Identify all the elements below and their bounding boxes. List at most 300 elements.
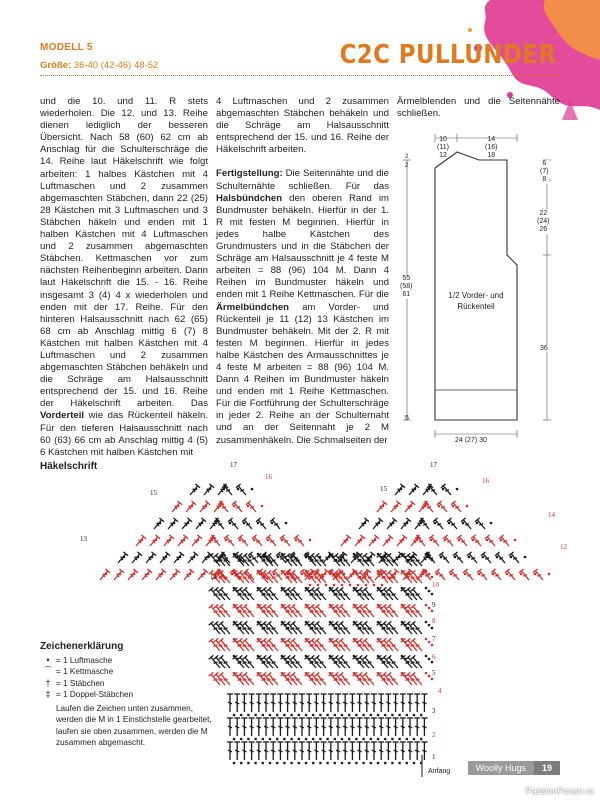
chain-dot — [406, 714, 409, 717]
chain-dot — [221, 556, 224, 559]
chain-dot — [391, 738, 394, 741]
chain-dot — [283, 714, 286, 717]
chain-dot — [422, 573, 425, 576]
chain-dot — [431, 678, 434, 681]
chain-dot — [398, 762, 401, 765]
stitch-symbol — [441, 484, 453, 497]
stitch-symbol — [270, 694, 276, 712]
stitch-symbol — [227, 694, 233, 712]
chain-dot — [416, 539, 419, 542]
row-label: 4 — [438, 687, 442, 695]
stitch-symbol — [166, 518, 178, 531]
stitch-symbol — [263, 694, 269, 712]
chain-dot — [298, 714, 301, 717]
chain-dot — [382, 505, 385, 508]
row-label: 2 — [432, 731, 436, 739]
chain-dot — [315, 573, 318, 576]
chain-dot — [348, 738, 351, 741]
chain-dot — [377, 762, 380, 765]
stitch-symbol — [299, 718, 305, 736]
chain-dot — [262, 738, 265, 741]
chain-dot — [328, 556, 331, 559]
row-label: 13 — [80, 535, 87, 543]
chain-dot — [259, 573, 262, 576]
stitch-symbol — [449, 569, 461, 582]
stitch-symbol — [385, 718, 391, 736]
stitch-symbol — [256, 718, 262, 736]
stitch-symbol — [241, 718, 247, 736]
dim-length: 55 (58) 61 — [400, 275, 413, 298]
chain-dot — [233, 505, 236, 508]
chain-dot — [183, 539, 186, 542]
chain-dot — [412, 556, 415, 559]
stitch-symbol — [421, 484, 433, 497]
chain-dot — [392, 522, 395, 525]
chain-dot — [254, 762, 257, 765]
stitch-symbol — [481, 552, 493, 565]
chain-dot — [464, 573, 467, 576]
chain-dot — [205, 505, 208, 508]
chain-dot — [341, 584, 344, 587]
halsbuendchen-term: Halsbündchen — [216, 192, 283, 204]
page-footer — [468, 760, 560, 776]
stitch-symbol — [399, 518, 411, 531]
stitch-symbol — [270, 718, 276, 736]
stitch-symbol — [437, 501, 449, 514]
stitch-symbol — [198, 501, 210, 514]
stitch-symbol — [414, 718, 420, 736]
chain-dot — [245, 573, 248, 576]
legend-label: = 1 Doppel-Stäbchen — [56, 690, 134, 699]
c1-body: und die 10. und 11. R stets wiederholen. Die 12. und 13. Reihe dienen lediglich der besseren Übersicht. Nach 58 (60) 62 cm ab Anschlag für die Schulterschräge die 14. Reihe laut Häkelschrift wie folgt arbeiten: 1 halbes Kästchen mit 4 Luftmaschen und 2 zusammen abgemaschten Stäbchen, dann 22 (25) 28 Kästchen mit 3 Luftmaschen und 3 Stäbchen häkeln und enden mit 1 halben Kästchen mit 4 Luftmaschen und 2 zusammen abgemaschten Stäbchen. Kettmaschen vor zum nächsten Reihenbeginn arbeiten. Dann laut Häkelschrift die 15. - 16. Reihe insgesamt 3 (4) 4 x wiederholen und enden mit der 17. Reihe. Für den hinteren Halsausschnitt nach 62 (65) 68 cm ab Anschlag mittig 6 (7) 8 Kästchen mit halben Kästchen mit 4 Luftmaschen und 2 zusammen abgemaschten Stäbchen behäkeln und die Schräge am Halsausschnitt entsprechend der 15. und 16. Reihe der Häkelschrift arbeiten. Das — [40, 96, 208, 410]
chain-dot — [444, 539, 447, 542]
chain-dot — [520, 573, 523, 576]
stitch-symbol — [227, 742, 233, 760]
chain-dot — [438, 505, 441, 508]
stitch-symbol — [277, 718, 283, 736]
chain-dot — [137, 556, 140, 559]
stitch-symbol — [371, 694, 377, 712]
chain-dot — [290, 738, 293, 741]
chain-dot — [229, 522, 232, 525]
stitch-symbol — [393, 694, 399, 712]
stitch-symbol — [321, 694, 327, 712]
c2-text-2: den oberen Rand im Bundmuster behäkeln. Hierfür in der 1. R mit festen M beginnen. Hierfür in jedes halbe Kästchen des Grundmusters und in die Stäbchen der Schräge am Halsausschnitt je 4 feste M arbeiten = 88 (96) 104 M. Dann 4 Reihen im Bundmuster häkeln und enden mit 1 Reihe Kettmaschen. Für die — [216, 192, 390, 301]
chain-dot — [490, 522, 493, 525]
chain-dot — [391, 714, 394, 717]
stitch-symbol — [290, 552, 302, 565]
chain-dot — [408, 573, 411, 576]
chain-dot — [420, 522, 423, 525]
chain-dot — [440, 556, 443, 559]
chain-dot — [249, 556, 252, 559]
chart-section-title: Häkelschrift — [40, 461, 98, 472]
stitch-symbol — [403, 501, 415, 514]
stitch-symbol — [477, 569, 489, 582]
stitch-symbol — [212, 501, 224, 514]
legend-label: = 1 Luftmasche — [56, 655, 113, 665]
chain-dot — [209, 488, 212, 491]
stitch-symbol — [134, 535, 146, 548]
stitch-symbol — [144, 552, 156, 565]
chain-dot — [233, 762, 236, 765]
start-label: Anfang — [428, 768, 451, 775]
stitch-symbol — [415, 569, 427, 582]
chain-dot — [295, 539, 298, 542]
chain-dot — [312, 714, 315, 717]
chain-dot — [247, 762, 250, 765]
chain-dot — [277, 556, 280, 559]
chain-dot — [326, 762, 329, 765]
chain-dot — [428, 624, 431, 627]
chain-dot — [378, 522, 381, 525]
chain-dot — [309, 539, 312, 542]
stitch-symbol — [236, 484, 248, 497]
stitch-symbol — [176, 535, 188, 548]
stitch-symbol — [342, 694, 348, 712]
chain-dot — [534, 573, 537, 576]
stitch-symbol — [234, 718, 240, 736]
stitch-symbol — [385, 518, 397, 531]
stitch-symbol — [242, 518, 254, 531]
chain-dot — [514, 539, 517, 542]
stitch-symbol — [395, 535, 407, 548]
chain-dot — [355, 738, 358, 741]
stitch-symbol — [234, 742, 240, 760]
chain-dot — [478, 573, 481, 576]
stitch-symbol — [321, 552, 333, 565]
stitch-symbol — [256, 518, 268, 531]
chain-dot — [276, 714, 279, 717]
stitch-symbol — [367, 535, 379, 548]
row-label: 15 — [150, 489, 157, 497]
chain-dot — [398, 738, 401, 741]
row-label: 10 — [432, 581, 439, 589]
stitch-symbol — [321, 718, 327, 736]
stitch-symbol — [393, 484, 405, 497]
stitch-symbol — [263, 742, 269, 760]
chain-dot — [240, 738, 243, 741]
chain-dot — [410, 505, 413, 508]
stitch-symbol — [210, 535, 222, 548]
stitch-symbol — [194, 518, 206, 531]
chain-dot — [215, 522, 218, 525]
chain-dot — [428, 658, 431, 661]
stitch-symbol — [222, 484, 234, 497]
chain-dot — [305, 556, 308, 559]
row-label: 7 — [432, 635, 436, 643]
chain-dot — [428, 488, 431, 491]
schematic-outline — [435, 152, 517, 420]
stitch-symbol — [505, 569, 517, 582]
chain-dot — [225, 539, 228, 542]
chain-dot — [301, 573, 304, 576]
chain-dot — [381, 584, 384, 587]
stitch-symbol — [252, 535, 264, 548]
stitch-symbol — [414, 742, 420, 760]
stitch-symbol — [467, 552, 479, 565]
chain-dot — [406, 762, 409, 765]
chain-dot — [189, 573, 192, 576]
legend-label: = 1 Stäbchen — [56, 678, 105, 688]
chain-dot — [333, 584, 336, 587]
size-line — [40, 60, 158, 71]
chain-dot — [349, 584, 352, 587]
stitch-symbol — [184, 501, 196, 514]
stitch-symbol — [168, 569, 180, 582]
stitch-symbol — [345, 569, 357, 582]
stitch-symbol — [249, 742, 255, 760]
stitch-symbol — [306, 718, 312, 736]
stitch-symbol — [321, 742, 327, 760]
stitch-symbol — [357, 694, 363, 712]
chain-dot — [428, 641, 431, 644]
stitch-symbol — [306, 742, 312, 760]
model-number: MODELL 5 — [40, 42, 93, 53]
chain-dot — [355, 714, 358, 717]
row-label: 3 — [432, 707, 436, 715]
row-label: 1 — [432, 753, 436, 761]
stitch-symbol — [335, 694, 341, 712]
chain-dot — [276, 738, 279, 741]
chain-dot — [309, 584, 312, 587]
stitch-symbol — [423, 501, 435, 514]
row-label: 17 — [230, 461, 237, 469]
chain-dot — [425, 638, 428, 641]
row-label: 14 — [548, 511, 555, 519]
stitch-symbol — [214, 518, 226, 531]
chain-dot — [352, 573, 355, 576]
chain-dot — [324, 573, 327, 576]
stitch-symbol — [342, 718, 348, 736]
stitch-symbol — [349, 742, 355, 760]
stitch-symbol — [417, 501, 429, 514]
row-label: 9 — [432, 601, 436, 609]
stitch-symbol — [400, 694, 406, 712]
stitch-symbol — [285, 694, 291, 712]
chain-dot — [370, 714, 373, 717]
fertigstellung-heading: Fertigstellung: — [216, 168, 283, 180]
chain-dot — [396, 505, 399, 508]
stitch-symbol — [280, 535, 292, 548]
row-label: 5 — [432, 669, 436, 677]
stitch-symbol — [381, 535, 393, 548]
chain-dot — [402, 539, 405, 542]
stitch-symbol — [314, 569, 326, 582]
chain-dot — [434, 522, 437, 525]
stitch-symbol — [413, 518, 425, 531]
text-column-2 — [216, 96, 389, 447]
stitch-symbol — [186, 552, 198, 565]
chain-dot — [436, 573, 439, 576]
legend-note: Laufen die Zeichen unten zusammen, werden die M in 1 Einstichstelle gearbeitet, laufen sie oben zusammen, werden die M zusammen abgemascht. — [56, 703, 212, 747]
stitch-symbol — [180, 518, 192, 531]
stitch-symbol — [241, 742, 247, 760]
chain-dot — [362, 738, 365, 741]
stitch-symbol — [112, 569, 124, 582]
stitch-symbol — [385, 742, 391, 760]
chain-dot — [211, 539, 214, 542]
legend — [40, 641, 215, 749]
chain-dot — [271, 522, 274, 525]
chain-dot — [261, 505, 264, 508]
stitch-symbol — [328, 742, 334, 760]
chain-dot — [343, 573, 346, 576]
chain-dot — [366, 573, 369, 576]
chain-dot — [319, 714, 322, 717]
chain-dot — [394, 573, 397, 576]
stitch-symbol — [425, 552, 437, 565]
legend-item — [40, 689, 215, 701]
chain-dot — [267, 539, 270, 542]
chain-dot — [283, 762, 286, 765]
row-label: 11 — [210, 573, 217, 581]
chain-dot — [468, 556, 471, 559]
chain-dot — [548, 573, 551, 576]
legend-item — [40, 678, 215, 690]
chain-dot — [281, 539, 284, 542]
chain-dot — [388, 539, 391, 542]
chain-dot — [159, 522, 162, 525]
stitch-symbol — [208, 518, 220, 531]
chain-dot — [348, 714, 351, 717]
chain-dot — [362, 762, 365, 765]
chain-dot — [384, 762, 387, 765]
chain-dot — [187, 522, 190, 525]
stitch-symbol — [277, 742, 283, 760]
stitch-symbol — [238, 535, 250, 548]
chain-dot — [425, 672, 428, 675]
text-column-1 — [40, 96, 208, 459]
chain-dot — [413, 762, 416, 765]
chain-dot — [317, 584, 320, 587]
chain-dot — [510, 556, 513, 559]
stitch-symbol — [292, 694, 298, 712]
chain-dot — [380, 573, 383, 576]
c2-intro: 4 Luftmaschen und 2 zusammen abgemaschten Stäbchen behäkeln und die Schräge am Halsausschnitt entsprechend der 15. und 16. Reihe der Häkelschrift arbeiten. — [216, 96, 389, 156]
stitch-symbol — [447, 518, 459, 531]
c1-body-end: wie das Rückenteil häkeln. Für den tieferen Halsausschnitt nach 60 (63) 66 cm ab Anschlag mittig 4 (5) 6 Kästchen mit halben Kästchen mit — [40, 410, 209, 458]
chain-stitch-icon: • — [46, 654, 50, 665]
stitch-symbol — [471, 535, 483, 548]
stitch-symbol — [292, 718, 298, 736]
chain-dot — [458, 539, 461, 542]
row-label: 12 — [560, 543, 567, 551]
chain-dot — [413, 738, 416, 741]
stitch-symbol — [371, 518, 383, 531]
chain-dot — [223, 488, 226, 491]
chain-dot — [290, 762, 293, 765]
stitch-symbol — [277, 694, 283, 712]
chain-dot — [420, 714, 423, 717]
chain-dot — [262, 714, 265, 717]
chain-dot — [428, 675, 431, 678]
chain-dot — [173, 522, 176, 525]
chain-dot — [319, 738, 322, 741]
stitch-symbol — [357, 742, 363, 760]
stitch-symbol — [285, 718, 291, 736]
stitch-symbol — [218, 501, 230, 514]
stitch-symbol — [509, 552, 521, 565]
stitch-symbol — [389, 501, 401, 514]
chain-dot — [195, 488, 198, 491]
stitch-symbol — [393, 718, 399, 736]
size-value: 36-40 (42-46) 48-52 — [73, 60, 159, 71]
stitch-symbol — [258, 569, 270, 582]
stitch-symbol — [256, 742, 262, 760]
stitch-symbol — [154, 569, 166, 582]
chain-dot — [319, 556, 322, 559]
chain-dot — [374, 539, 377, 542]
stitch-symbol — [357, 718, 363, 736]
chain-dot — [431, 627, 434, 630]
stitch-symbol — [363, 552, 375, 565]
stitch-symbol — [359, 569, 371, 582]
double-crochet-icon: † — [45, 677, 51, 688]
stitch-symbol — [266, 535, 278, 548]
chain-dot — [305, 714, 308, 717]
chain-dot — [287, 573, 290, 576]
chain-dot — [450, 573, 453, 576]
stitch-symbol — [158, 552, 170, 565]
chain-dot — [428, 607, 431, 610]
stitch-symbol — [313, 742, 319, 760]
treble-crochet-icon: ‡ — [45, 689, 51, 699]
stitch-symbol — [400, 718, 406, 736]
c2-text-3: am Vorder- und Rückenteil je 11 (12) 13 Kästchen im Bundmuster behäkeln. Mit der 2. R mit festen M beginnen. Hierfür in jedes halbe Kästchen des Armausschnittes je 4 feste M arbeiten = 88 (96) 104 M. Dann 4 Reihen im Bundmuster häkeln und enden mit 1 Reihe Kettmaschen. Für die Fortführung der Schulterschräge in jeder 2. Reihe an der Schulternaht und an der Seitennaht je 2 M zusammenhäkeln. Die Schmalseiten der — [216, 301, 389, 446]
stitch-symbol — [249, 718, 255, 736]
chain-dot — [179, 556, 182, 559]
stitch-symbol — [378, 718, 384, 736]
row-label: 15 — [380, 485, 387, 493]
stitch-symbol — [364, 694, 370, 712]
chain-dot — [472, 539, 475, 542]
stitch-symbol — [378, 694, 384, 712]
chain-dot — [364, 522, 367, 525]
chain-dot — [500, 539, 503, 542]
chain-dot — [425, 655, 428, 658]
chain-dot — [161, 573, 164, 576]
chain-dot — [377, 738, 380, 741]
stitch-symbol — [453, 552, 465, 565]
stitch-symbol — [407, 742, 413, 760]
chain-dot — [476, 522, 479, 525]
chain-dot — [406, 522, 409, 525]
chain-dot — [365, 584, 368, 587]
chain-dot — [285, 522, 288, 525]
dim-width: 24 (27) 30 — [455, 437, 487, 444]
stitch-symbol — [443, 535, 455, 548]
dim-lower-body: 36 — [540, 345, 548, 352]
stitch-symbol — [407, 718, 413, 736]
chain-dot — [254, 738, 257, 741]
chain-dot — [334, 738, 337, 741]
stitch-symbol — [378, 742, 384, 760]
stitch-symbol — [393, 742, 399, 760]
legend-item — [40, 666, 215, 678]
chain-dot — [257, 522, 260, 525]
chain-dot — [334, 714, 337, 717]
stitch-symbol — [409, 535, 421, 548]
stitch-symbol — [463, 569, 475, 582]
chain-dot — [466, 505, 469, 508]
chain-dot — [348, 762, 351, 765]
chain-dot — [290, 714, 293, 717]
chain-dot — [398, 714, 401, 717]
chain-dot — [147, 573, 150, 576]
stitch-symbol — [485, 535, 497, 548]
chain-dot — [269, 738, 272, 741]
